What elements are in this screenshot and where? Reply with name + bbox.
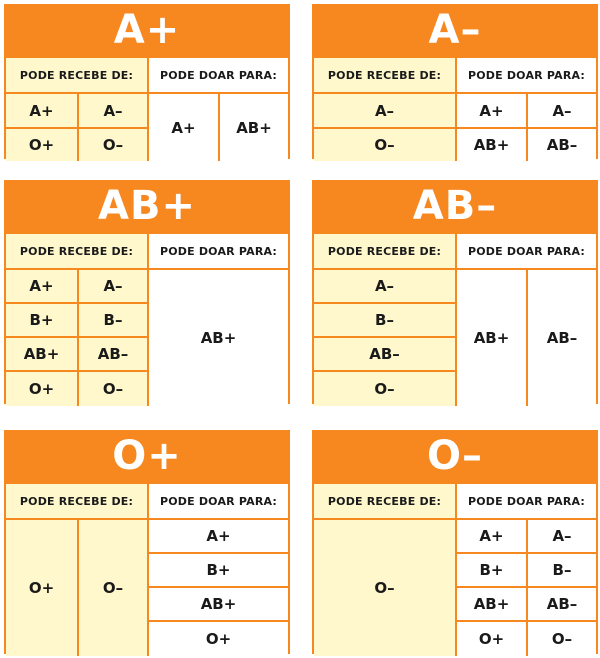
- receive-cell: A–: [314, 92, 455, 127]
- receive-header: PODE RECEBE DE:: [314, 484, 455, 518]
- receive-cell: AB–: [77, 336, 147, 370]
- donate-cell: AB+: [147, 268, 288, 406]
- donate-cell: A+: [455, 518, 526, 552]
- card-a-negative: [312, 4, 598, 159]
- receive-cell: AB+: [6, 336, 77, 370]
- donate-cell: A+: [455, 92, 526, 127]
- donate-cell: AB+: [455, 586, 526, 620]
- receive-cell: B–: [77, 302, 147, 336]
- receive-cell: A+: [6, 92, 77, 127]
- receive-header: PODE RECEBE DE:: [6, 58, 147, 92]
- donate-cell: A+: [147, 518, 288, 552]
- donate-header: PODE DOAR PARA:: [147, 484, 288, 518]
- receive-cell: A+: [6, 268, 77, 302]
- receive-cell: A–: [77, 92, 147, 127]
- donate-cell: O+: [455, 620, 526, 656]
- card-title: A–: [312, 4, 598, 56]
- donate-header: PODE DOAR PARA:: [147, 234, 288, 268]
- card-title: A+: [4, 4, 290, 56]
- compatibility-table: [312, 482, 598, 654]
- donate-cell: AB+: [455, 127, 526, 161]
- receive-cell: O–: [77, 518, 147, 656]
- card-title: O+: [4, 430, 290, 482]
- card-title: AB+: [4, 180, 290, 232]
- receive-cell: B–: [314, 302, 455, 336]
- donate-cell: AB+: [218, 92, 288, 161]
- receive-cell: B+: [6, 302, 77, 336]
- receive-cell: AB–: [314, 336, 455, 370]
- donate-cell: O–: [526, 620, 596, 656]
- card-ab-positive: [4, 180, 290, 404]
- receive-header: PODE RECEBE DE:: [6, 484, 147, 518]
- receive-cell: O–: [314, 370, 455, 406]
- donate-header: PODE DOAR PARA:: [147, 58, 288, 92]
- compatibility-table: [4, 482, 290, 654]
- donate-cell: B–: [526, 552, 596, 586]
- compatibility-table: [312, 56, 598, 159]
- donate-cell: A+: [147, 92, 218, 161]
- receive-cell: O+: [6, 370, 77, 406]
- donate-cell: O+: [147, 620, 288, 656]
- receive-cell: O–: [77, 127, 147, 161]
- donate-cell: A–: [526, 92, 596, 127]
- card-o-positive: [4, 430, 290, 654]
- donate-cell: AB–: [526, 586, 596, 620]
- donate-header: PODE DOAR PARA:: [455, 484, 596, 518]
- donate-header: PODE DOAR PARA:: [455, 234, 596, 268]
- compatibility-table: [312, 232, 598, 404]
- compatibility-table: [4, 232, 290, 404]
- donate-cell: AB+: [147, 586, 288, 620]
- receive-cell: O–: [314, 518, 455, 656]
- donate-cell: AB+: [455, 268, 526, 406]
- receive-header: PODE RECEBE DE:: [314, 234, 455, 268]
- receive-cell: O–: [314, 127, 455, 161]
- receive-cell: O+: [6, 518, 77, 656]
- receive-header: PODE RECEBE DE:: [314, 58, 455, 92]
- card-a-positive: [4, 4, 290, 159]
- donate-cell: B+: [455, 552, 526, 586]
- donate-cell: A–: [526, 518, 596, 552]
- donate-header: PODE DOAR PARA:: [455, 58, 596, 92]
- receive-cell: O–: [77, 370, 147, 406]
- receive-cell: A–: [314, 268, 455, 302]
- receive-cell: A–: [77, 268, 147, 302]
- card-title: AB–: [312, 180, 598, 232]
- card-o-negative: [312, 430, 598, 654]
- donate-cell: B+: [147, 552, 288, 586]
- card-title: O–: [312, 430, 598, 482]
- compatibility-table: [4, 56, 290, 159]
- donate-cell: AB–: [526, 268, 596, 406]
- card-ab-negative: [312, 180, 598, 404]
- donate-cell: AB–: [526, 127, 596, 161]
- receive-header: PODE RECEBE DE:: [6, 234, 147, 268]
- receive-cell: O+: [6, 127, 77, 161]
